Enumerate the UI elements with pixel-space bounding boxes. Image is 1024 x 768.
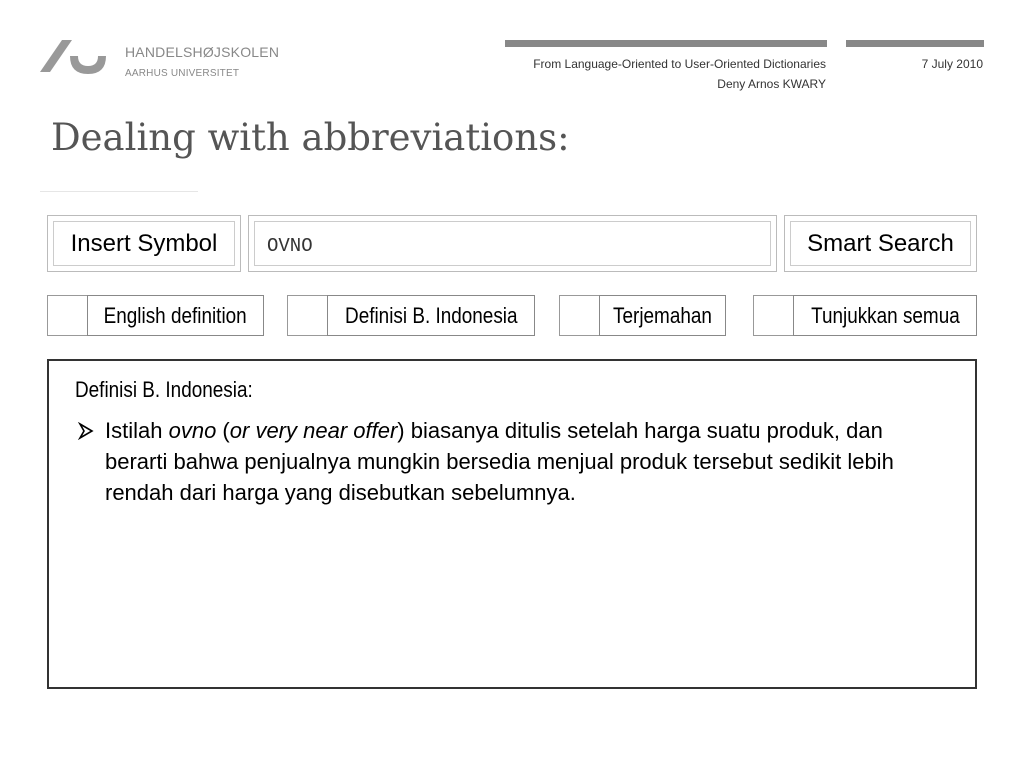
english-definition-text: English definition bbox=[103, 302, 248, 328]
smart-search-frame bbox=[784, 215, 977, 272]
result-definition-text bbox=[105, 415, 945, 508]
terjemahan-label[interactable] bbox=[599, 295, 726, 336]
definition-term: ovno bbox=[168, 418, 217, 443]
brand-name: HANDELSHØJSKOLEN bbox=[125, 44, 280, 60]
english-definition-checkbox[interactable] bbox=[47, 295, 89, 336]
definition-open-paren: ( bbox=[216, 418, 230, 443]
author-name: Deny Arnos KWARY bbox=[717, 77, 826, 91]
header-bar-left bbox=[505, 40, 827, 47]
search-frame bbox=[248, 215, 777, 272]
insert-symbol-button[interactable] bbox=[53, 221, 235, 266]
insert-symbol-label: Insert Symbol bbox=[70, 229, 218, 257]
result-panel bbox=[47, 359, 977, 689]
definisi-indonesia-text: Definisi B. Indonesia bbox=[344, 302, 518, 328]
search-input[interactable] bbox=[254, 221, 771, 266]
arrow-bullet-icon bbox=[77, 422, 95, 440]
header-bar-right bbox=[846, 40, 984, 47]
result-heading bbox=[75, 377, 282, 403]
slide-title: Dealing with abbreviations: bbox=[51, 116, 570, 159]
smart-search-button[interactable] bbox=[790, 221, 971, 266]
brand-subtitle: AARHUS UNIVERSITET bbox=[125, 68, 240, 79]
conference-title: From Language-Oriented to User-Oriented Dictionaries bbox=[533, 57, 826, 71]
definisi-indonesia-checkbox[interactable] bbox=[287, 295, 329, 336]
definisi-indonesia-label[interactable] bbox=[327, 295, 535, 336]
insert-symbol-frame bbox=[47, 215, 241, 272]
aarhus-university-logo-icon bbox=[40, 40, 108, 76]
definition-prefix: Istilah bbox=[105, 418, 169, 443]
title-divider bbox=[40, 191, 198, 192]
result-heading-text: Definisi B. Indonesia: bbox=[75, 377, 253, 402]
english-definition-label[interactable] bbox=[87, 295, 264, 336]
definition-body: ) biasanya ditulis setelah harga suatu produk, dan berarti bahwa penjualnya mungkin bersedia menjual produk tersebut sedikit lebih rendah dari harga yang disebutkan sebelumnya. bbox=[105, 418, 894, 505]
definition-expansion: or very near offer bbox=[229, 418, 398, 443]
presentation-date: 7 July 2010 bbox=[921, 57, 983, 71]
smart-search-label: Smart Search bbox=[807, 229, 954, 257]
terjemahan-checkbox[interactable] bbox=[559, 295, 601, 336]
terjemahan-text: Terjemahan bbox=[613, 302, 712, 328]
tunjukkan-semua-text: Tunjukkan semua bbox=[810, 302, 960, 328]
tunjukkan-semua-label[interactable] bbox=[793, 295, 977, 336]
tunjukkan-semua-checkbox[interactable] bbox=[753, 295, 795, 336]
